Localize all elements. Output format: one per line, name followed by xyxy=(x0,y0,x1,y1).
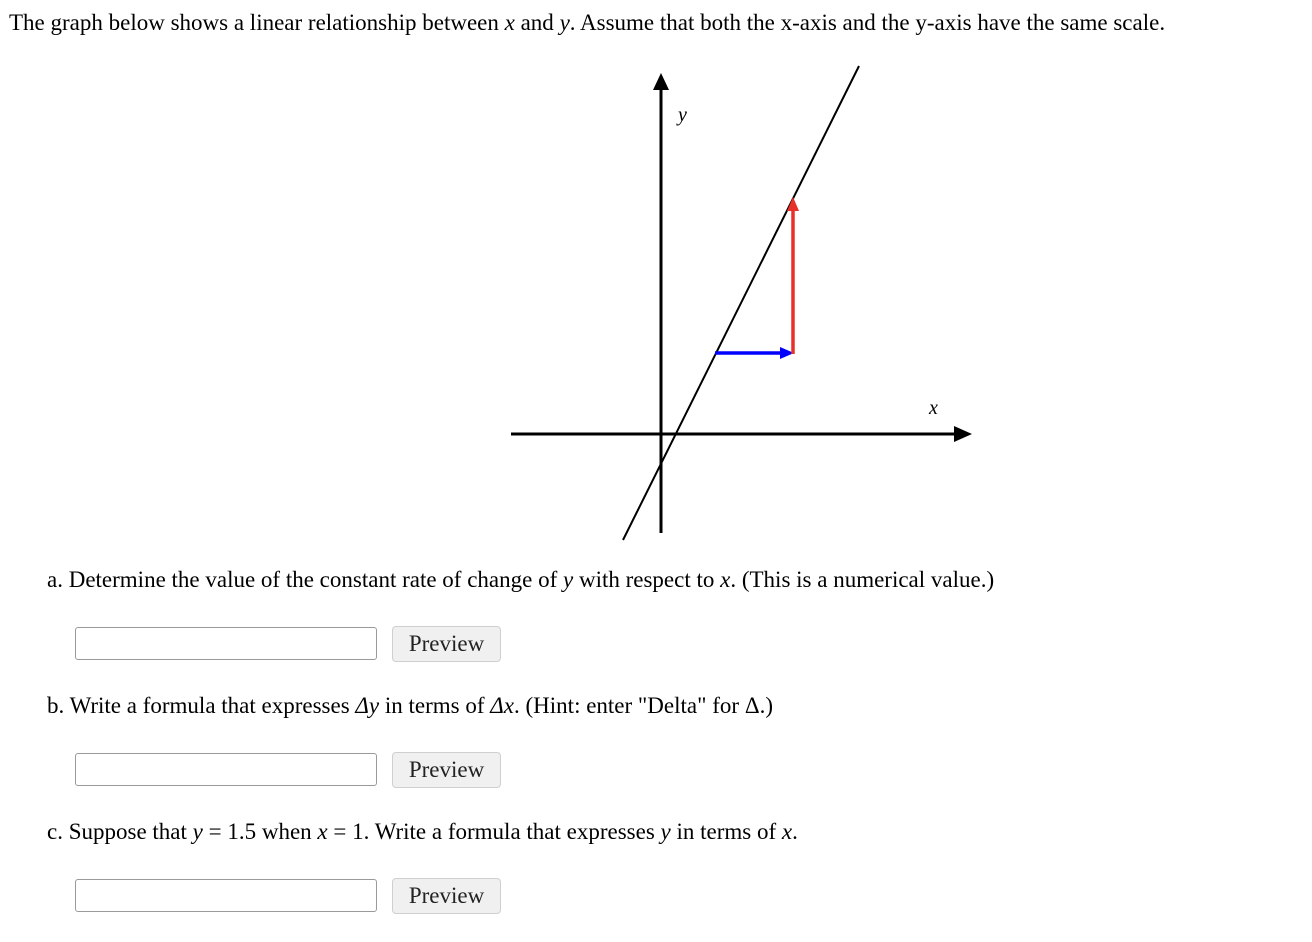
math-y: y xyxy=(559,10,570,35)
math-x: x xyxy=(720,567,731,592)
question-c xyxy=(47,819,798,845)
y-axis-label: y xyxy=(678,104,687,126)
question-text: . xyxy=(792,819,798,844)
math-delta-y: Δy xyxy=(355,693,380,718)
question-text: in terms of xyxy=(379,693,491,718)
question-text: in terms of xyxy=(670,819,782,844)
intro-text: . Assume that both the x-axis and the y-axis have the same scale. xyxy=(569,10,1166,35)
answer-input-b[interactable] xyxy=(75,753,377,786)
question-text: . (This is a numerical value.) xyxy=(730,567,995,592)
linear-function-line xyxy=(623,66,859,540)
math-delta: Δ xyxy=(744,693,760,718)
answer-input-a[interactable] xyxy=(75,627,377,660)
answer-input-c[interactable] xyxy=(75,879,377,912)
math-y: y xyxy=(563,567,574,592)
question-text: with respect to xyxy=(573,567,721,592)
y-axis-arrowhead xyxy=(653,73,669,90)
question-a xyxy=(47,567,994,593)
math-y: y xyxy=(660,819,671,844)
intro-text: and xyxy=(514,10,560,35)
question-text: = 1. Write a formula that expresses xyxy=(327,819,661,844)
preview-button-b[interactable]: Preview xyxy=(392,752,501,788)
intro-text: The graph below shows a linear relationship between xyxy=(9,10,505,35)
rise-arrowhead xyxy=(787,197,799,211)
preview-button-c[interactable]: Preview xyxy=(392,878,501,914)
x-axis-arrowhead xyxy=(954,426,972,442)
question-b xyxy=(47,693,773,719)
math-delta-x: Δx xyxy=(490,693,515,718)
preview-button-a[interactable]: Preview xyxy=(392,626,501,662)
math-x: x xyxy=(781,819,793,844)
x-axis-label: x xyxy=(929,397,938,419)
question-text: a. Determine the value of the constant rate of change of xyxy=(47,567,563,592)
question-text: . (Hint: enter "Delta" for xyxy=(514,693,745,718)
math-y: y xyxy=(192,819,203,844)
question-text: = 1.5 when xyxy=(202,819,318,844)
math-x: x xyxy=(317,819,328,844)
math-x: x xyxy=(504,10,515,35)
question-text: .) xyxy=(759,693,774,718)
question-text: c. Suppose that xyxy=(47,819,193,844)
question-text: b. Write a formula that expresses xyxy=(47,693,356,718)
